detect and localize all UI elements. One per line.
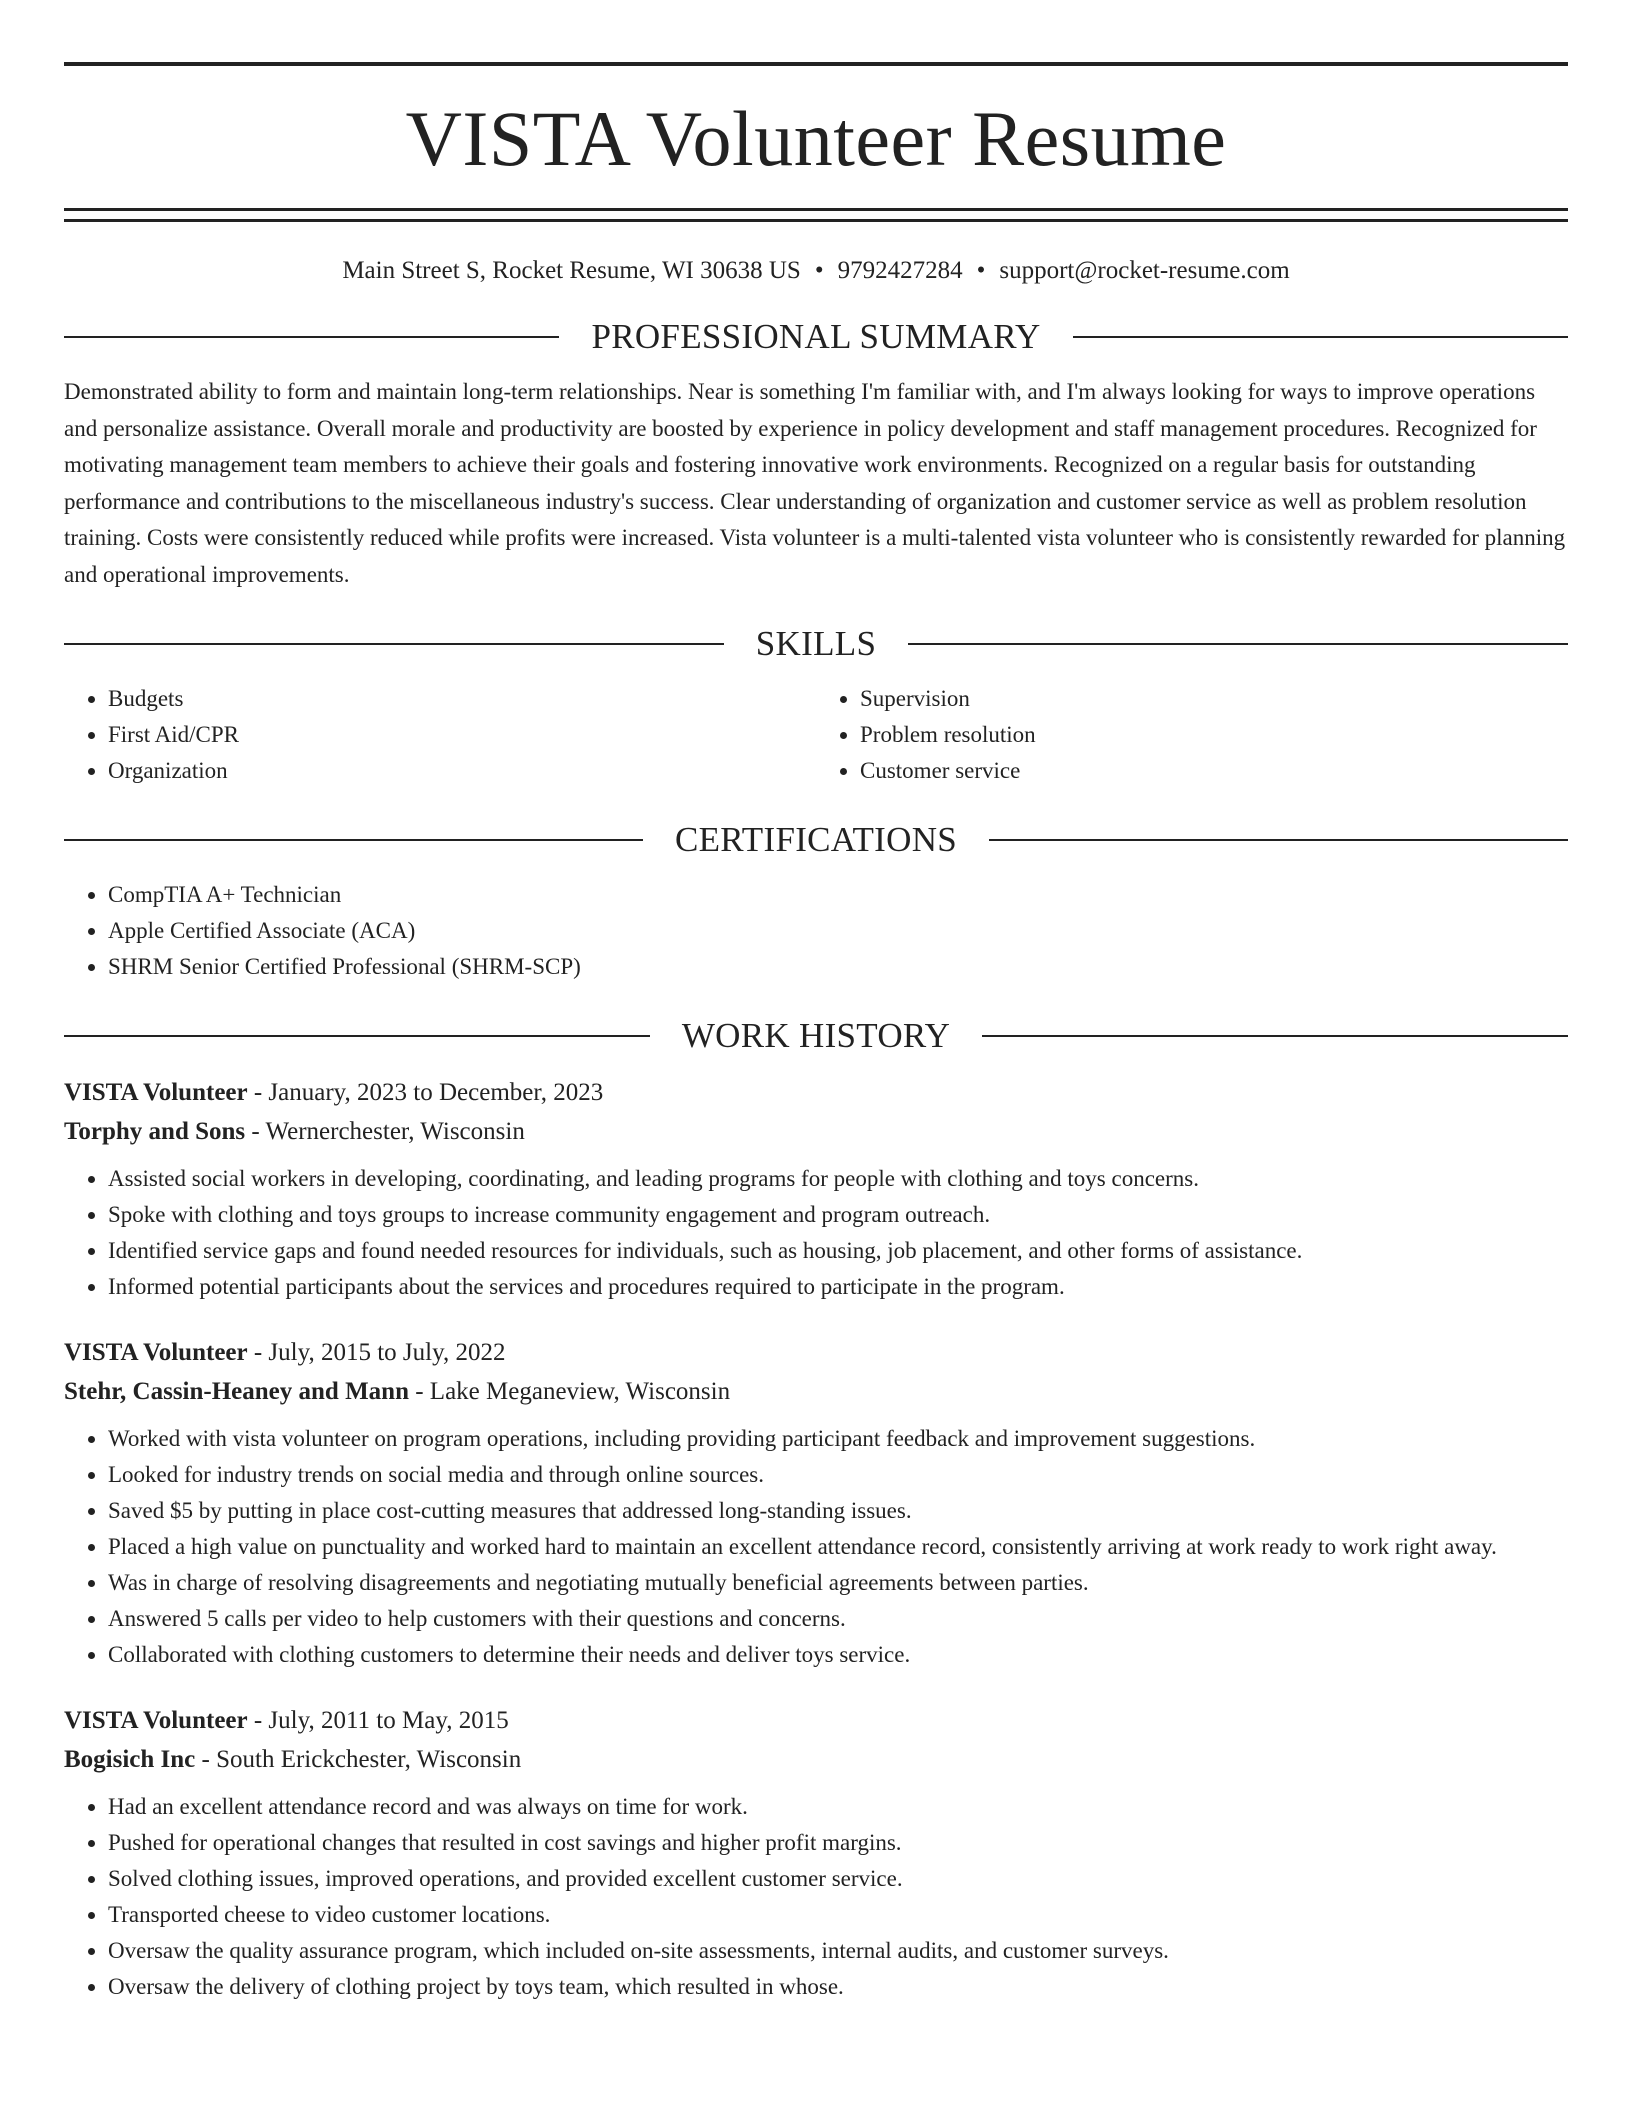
job-location: - South Erickchester, Wisconsin (195, 1746, 522, 1773)
job-company: Torphy and Sons (64, 1118, 246, 1145)
job-bullet: • Collaborated with clothing customers to determine their needs and deliver toys service. (108, 1637, 1568, 1673)
section-title-skills: SKILLS (755, 624, 877, 663)
section-header-skills (64, 623, 1568, 665)
job-bullet: • Informed potential participants about the services and procedures required to participate in the program. (108, 1269, 1568, 1305)
job-title: VISTA Volunteer (64, 1339, 248, 1366)
page-title: VISTA Volunteer Resume (405, 95, 1227, 182)
contact-email: support@rocket-resume.com (999, 257, 1290, 284)
job-bullet: • Looked for industry trends on social media and through online sources. (108, 1457, 1568, 1493)
section-header-work-history (64, 1015, 1568, 1057)
job-bullet: • Answered 5 calls per video to help customers with their questions and concerns. (108, 1601, 1568, 1637)
job-bullet: • Worked with vista volunteer on program operations, including providing participant feedback and improvement suggestions. (108, 1421, 1568, 1457)
contact-address: Main Street S, Rocket Resume, WI 30638 US (342, 257, 801, 284)
job-company-line (64, 1740, 1568, 1779)
section-divider (64, 839, 643, 841)
job-location: - Lake Meganeview, Wisconsin (408, 1378, 731, 1405)
section-header-certifications (64, 819, 1568, 861)
job-bullets (64, 1789, 1568, 2005)
skill-item: • Customer service (860, 753, 1568, 789)
job-entry (64, 1333, 1568, 1673)
section-divider (64, 643, 724, 645)
job-title-line (64, 1701, 1568, 1740)
job-dates: - July, 2011 to May, 2015 (247, 1707, 509, 1734)
section-divider (64, 1035, 650, 1037)
contact-line (64, 256, 1568, 286)
job-bullet: • Pushed for operational changes that resulted in cost savings and higher profit margins. (108, 1825, 1568, 1861)
job-entry (64, 1073, 1568, 1305)
section-title-certifications: CERTIFICATIONS (674, 820, 958, 859)
summary-text: Demonstrated ability to form and maintain long-term relationships. Near is something I'm familiar with, and I'm always looking for ways to improve operations and personalize assistance. Overall morale and productivity are boosted by experience in policy development and staff management procedures. Recognized for motivating management team members to achieve their goals and fostering innovative work environments. Recognized on a regular basis for outstanding performance and contributions to the miscellaneous industry's success. Clear understanding of organization and customer service as well as problem resolution training. Costs were consistently reduced while profits were increased. Vista volunteer is a multi-talented vista volunteer who is consistently rewarded for planning and operational improvements. (64, 379, 1566, 587)
job-title-line (64, 1333, 1568, 1372)
certification-item: • CompTIA A+ Technician (108, 877, 1568, 913)
skills-list (64, 681, 1568, 789)
skills-column-left (64, 681, 816, 789)
job-title: VISTA Volunteer (64, 1707, 248, 1734)
skill-item: • Problem resolution (860, 717, 1568, 753)
certification-item: • SHRM Senior Certified Professional (SHRM-SCP) (108, 949, 1568, 985)
title-double-rule (64, 208, 1568, 222)
job-company: Bogisich Inc (64, 1746, 196, 1773)
section-header-summary (64, 316, 1568, 358)
skill-item: • Supervision (860, 681, 1568, 717)
section-divider (64, 336, 559, 338)
certification-item: • Apple Certified Associate (ACA) (108, 913, 1568, 949)
section-divider (982, 1035, 1568, 1037)
job-dates: - July, 2015 to July, 2022 (247, 1339, 506, 1366)
job-bullets (64, 1421, 1568, 1673)
job-bullet: • Solved clothing issues, improved operations, and provided excellent customer service. (108, 1861, 1568, 1897)
job-company: Stehr, Cassin-Heaney and Mann (64, 1378, 409, 1405)
job-bullet: • Spoke with clothing and toys groups to increase community engagement and program outreach. (108, 1197, 1568, 1233)
job-bullet: • Identified service gaps and found needed resources for individuals, such as housing, job placement, and other forms of assistance. (108, 1233, 1568, 1269)
skills-column-right (816, 681, 1568, 789)
job-title: VISTA Volunteer (64, 1079, 248, 1106)
section-divider (989, 839, 1568, 841)
certifications-list (64, 877, 1568, 985)
top-rule (64, 62, 1568, 66)
skill-item: • First Aid/CPR (108, 717, 816, 753)
skill-item: • Organization (108, 753, 816, 789)
job-bullet: • Oversaw the quality assurance program, which included on-site assessments, internal audits, and customer surveys. (108, 1933, 1568, 1969)
job-company-line (64, 1372, 1568, 1411)
section-divider (1073, 336, 1568, 338)
section-divider (908, 643, 1568, 645)
job-bullet: • Had an excellent attendance record and was always on time for work. (108, 1789, 1568, 1825)
job-bullet: • Oversaw the delivery of clothing project by toys team, which resulted in whose. (108, 1969, 1568, 2005)
job-bullet: • Saved $5 by putting in place cost-cutting measures that addressed long-standing issues. (108, 1493, 1568, 1529)
job-bullet: • Placed a high value on punctuality and worked hard to maintain an excellent attendance record, consistently arriving at work ready to work right away. (108, 1529, 1568, 1565)
skill-item: • Budgets (108, 681, 816, 717)
job-company-line (64, 1112, 1568, 1151)
job-dates: - January, 2023 to December, 2023 (247, 1079, 604, 1106)
job-bullet: • Transported cheese to video customer locations. (108, 1897, 1568, 1933)
section-title-work-history: WORK HISTORY (681, 1016, 951, 1055)
section-title-summary: PROFESSIONAL SUMMARY (591, 317, 1041, 356)
job-title-line (64, 1073, 1568, 1112)
job-entry (64, 1701, 1568, 2005)
job-bullet: • Was in charge of resolving disagreements and negotiating mutually beneficial agreements between parties. (108, 1565, 1568, 1601)
contact-separator: • (814, 257, 824, 284)
job-bullet: • Assisted social workers in developing, coordinating, and leading programs for people with clothing and toys concerns. (108, 1161, 1568, 1197)
contact-separator: • (976, 257, 986, 284)
contact-phone: 9792427284 (837, 257, 963, 284)
job-location: - Wernerchester, Wisconsin (245, 1118, 525, 1145)
job-bullets (64, 1161, 1568, 1305)
